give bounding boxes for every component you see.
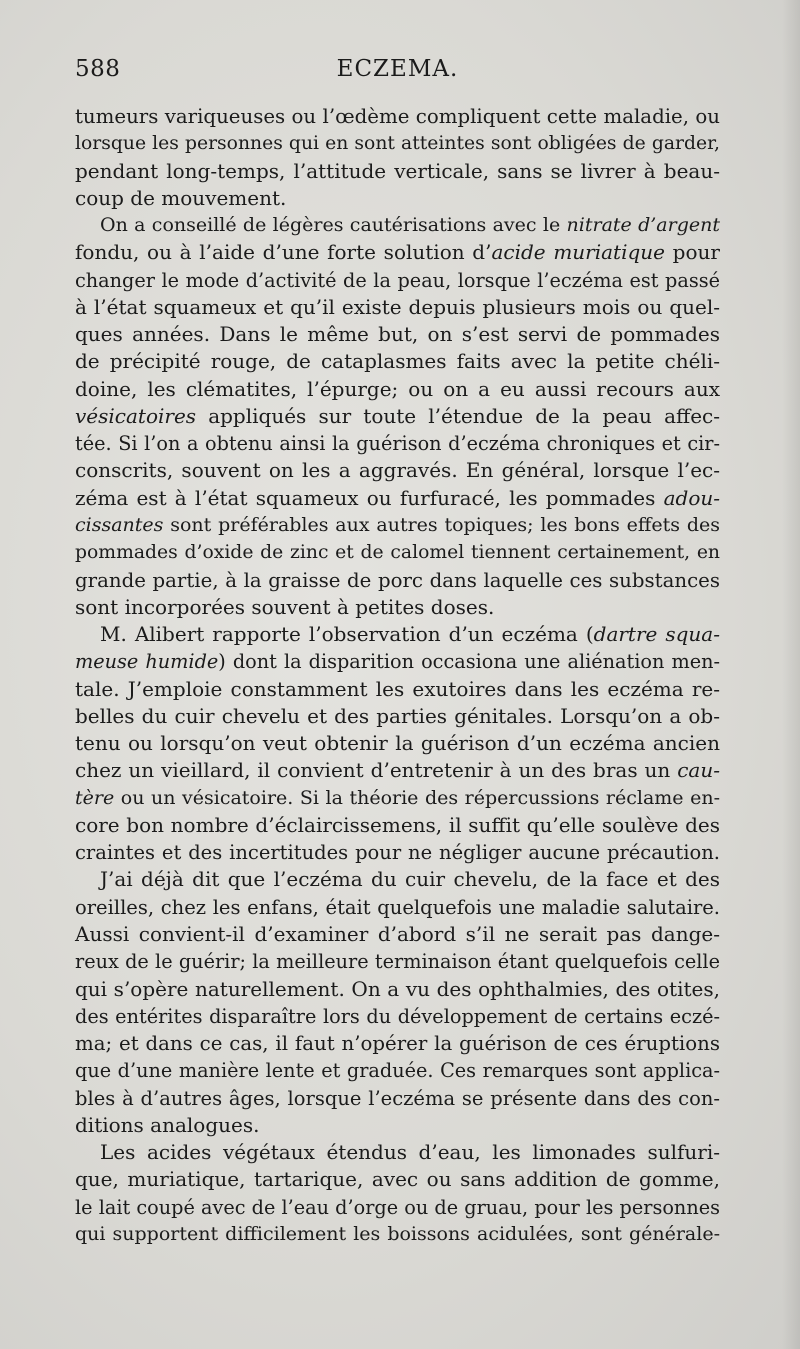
text-line: [75, 485, 720, 512]
text-line: [75, 839, 720, 866]
text-line: [75, 1221, 720, 1248]
text-line: [75, 185, 720, 212]
text-segment: reux de le guérir; la meilleure terminaison étant quelquefois celle: [75, 950, 720, 974]
text-line: [75, 567, 720, 594]
italic-term: adou-: [663, 485, 720, 510]
text-line: [75, 1194, 720, 1221]
text-segment: ou un vésicatoire. Si la théorie des répercussions réclame en-: [114, 786, 720, 809]
text-line: [75, 1030, 720, 1057]
italic-term: cau-: [677, 758, 720, 783]
text-segment: grande partie, à la graisse de porc dans laquelle ces substances: [75, 568, 720, 592]
text-segment: ques années. Dans le même but, on s’est servi de pommades: [75, 322, 720, 347]
text-line: [75, 948, 720, 975]
text-line: [75, 757, 720, 784]
text-segment: pour: [665, 240, 720, 265]
text-segment: à l’état squameux et qu’il existe depuis plusieurs mois ou quel-: [75, 294, 720, 319]
text-line: [75, 403, 720, 430]
text-line: [75, 430, 720, 457]
text-line: [75, 103, 720, 130]
text-segment: craintes et des incertitudes pour ne négliger aucune précaution.: [75, 841, 720, 865]
page-number: 588: [75, 56, 121, 82]
text-line: [75, 730, 720, 757]
text-segment: sont préférables aux autres topiques; les bons effets des: [163, 513, 720, 536]
text-line: [75, 1057, 720, 1084]
text-line: [75, 158, 720, 185]
text-segment: coup de mouvement.: [75, 185, 287, 210]
italic-term: cissantes: [75, 513, 164, 536]
text-segment: qui s’opère naturellement. On a vu des ophthalmies, des otites,: [75, 976, 720, 1001]
text-segment: ) dont la disparition occasiona une aliénation men-: [218, 650, 721, 674]
text-line: [75, 703, 720, 730]
text-segment: que, muriatique, tartarique, avec ou sans addition de gomme,: [75, 1167, 720, 1192]
text-segment: zéma est à l’état squameux ou furfuracé, les pommades: [75, 485, 664, 510]
text-line: [75, 894, 720, 921]
text-segment: Aussi convient-il d’examiner d’abord s’il ne serait pas dange-: [75, 921, 720, 946]
text-line: [75, 921, 720, 948]
text-line: [75, 1139, 720, 1166]
text-segment: appliqués sur toute l’étendue de la peau affec-: [196, 403, 720, 428]
italic-term: meuse humide: [75, 650, 219, 674]
text-line: [75, 1166, 720, 1193]
text-line: [75, 1003, 720, 1030]
page-header: [75, 56, 720, 96]
text-segment: On a conseillé de légères cautérisations avec le: [100, 214, 567, 237]
text-line: [75, 812, 720, 839]
text-segment: doine, les clématites, l’épurge; ou on a eu aussi recours aux: [75, 376, 720, 401]
text-segment: Les acides végétaux étendus d’eau, les limonades sulfuri-: [100, 1140, 720, 1165]
text-line: [75, 130, 720, 157]
text-segment: sont incorporées souvent à petites doses.: [75, 594, 495, 619]
text-line: [75, 457, 720, 484]
text-segment: tale. J’emploie constamment les exutoires dans les eczéma re-: [75, 676, 720, 701]
text-line: [75, 321, 720, 348]
text-line: [75, 866, 720, 893]
text-line: [75, 512, 720, 539]
text-line: [75, 1085, 720, 1112]
italic-term: acide muriatique: [491, 240, 665, 265]
text-segment: chez un vieillard, il convient d’entretenir à un des bras un: [75, 758, 678, 783]
text-segment: fondu, ou à l’aide d’une forte solution d’: [75, 240, 492, 265]
italic-term: vésicatoires: [75, 403, 197, 428]
text-segment: pendant long-temps, l’attitude verticale, sans se livrer à beau-: [75, 158, 720, 183]
text-line: [75, 976, 720, 1003]
text-line: [75, 1112, 720, 1139]
text-segment: le lait coupé avec de l’eau d’orge ou de gruau, pour les personnes: [75, 1195, 720, 1219]
text-segment: changer le mode d’activité de la peau, lorsque l’eczéma est passé: [75, 268, 720, 292]
text-line: [75, 294, 720, 321]
text-segment: des entérites disparaître lors du développement de certains eczé-: [75, 1004, 720, 1028]
text-segment: que d’une manière lente et graduée. Ces remarques sont applica-: [75, 1059, 720, 1083]
text-line: [75, 648, 720, 675]
running-title: ECZEMA.: [336, 56, 459, 82]
text-line: [75, 267, 720, 294]
text-line: [75, 594, 720, 621]
text-segment: core bon nombre d’éclaircissemens, il suffit qu’elle soulève des: [75, 812, 720, 837]
text-segment: pommades d’oxide de zinc et de calomel tiennent certainement, en: [75, 542, 720, 564]
text-segment: tumeurs variqueuses ou l’œdème compliquent cette maladie, ou: [75, 105, 720, 128]
text-segment: de précipité rouge, de cataplasmes faits avec la petite chéli-: [75, 349, 720, 374]
text-line: [75, 212, 720, 239]
italic-term: nitrate d’argent: [566, 214, 720, 237]
text-line: [75, 785, 720, 812]
text-segment: belles du cuir chevelu et des parties génitales. Lorsqu’on a ob-: [75, 703, 720, 728]
page-edge-shadow: [782, 0, 800, 1349]
body-text: [75, 103, 720, 1248]
text-segment: ditions analogues.: [75, 1112, 260, 1137]
text-segment: qui supportent difficilement les boissons acidulées, sont générale-: [75, 1222, 720, 1245]
text-segment: bles à d’autres âges, lorsque l’eczéma se présente dans des con-: [75, 1086, 720, 1110]
text-line: [75, 539, 720, 566]
text-segment: M. Alibert rapporte l’observation d’un eczéma (: [100, 622, 594, 647]
text-segment: conscrits, souvent on les a aggravés. En général, lorsque l’ec-: [75, 458, 720, 483]
text-line: [75, 376, 720, 403]
text-segment: lorsque les personnes qui en sont atteintes sont obligées de garder,: [75, 133, 720, 155]
text-line: [75, 676, 720, 703]
italic-term: tère: [75, 786, 115, 809]
text-line: [75, 348, 720, 375]
text-segment: J’ai déjà dit que l’eczéma du cuir chevelu, de la face et des: [100, 867, 720, 892]
text-segment: oreilles, chez les enfans, était quelquefois une maladie salutaire.: [75, 895, 720, 919]
italic-term: dartre squa-: [593, 622, 720, 647]
text-line: [75, 621, 720, 648]
text-segment: tée. Si l’on a obtenu ainsi la guérison d’eczéma chroniques et cir-: [75, 432, 720, 456]
text-line: [75, 239, 720, 266]
text-segment: ma; et dans ce cas, il faut n’opérer la guérison de ces éruptions: [75, 1032, 720, 1056]
text-segment: tenu ou lorsqu’on veut obtenir la guérison d’un eczéma ancien: [75, 731, 720, 756]
